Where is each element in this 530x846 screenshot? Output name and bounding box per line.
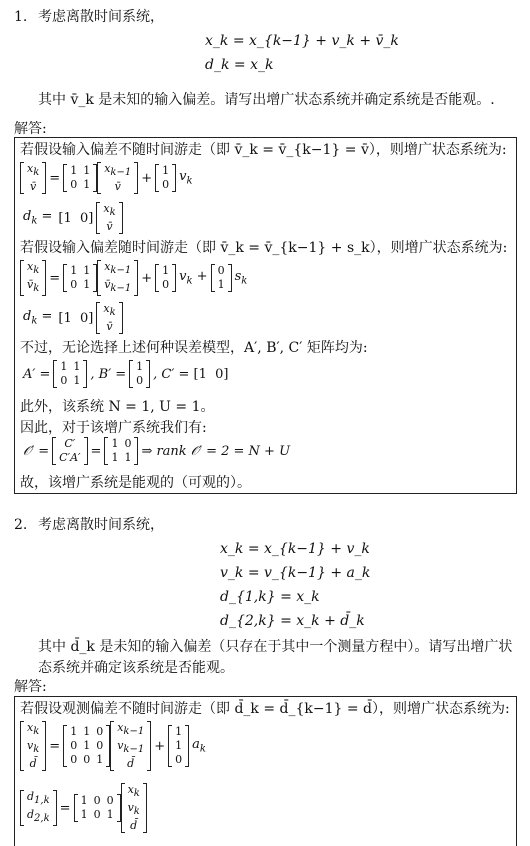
problem-1-answer-box	[14, 137, 517, 494]
problem-2-equation-1: x_k = x_{k−1} + v_k	[220, 541, 370, 557]
problem-1-question: 其中 v̄_k 是未知的输入偏差。请写出增广状态系统并确定系统是否能观。.	[38, 92, 495, 108]
problem-2-equation-3: d_{1,k} = x_k	[220, 589, 320, 605]
problem-2-equation-4: d_{2,k} = x_k + d̄_k	[220, 613, 365, 629]
problem-1-answer-label: 解答:	[14, 121, 47, 137]
case-1-intro: 若假设输入偏差不随时间游走（即 v̄_k = v̄_{k−1} = v̄），则增广状态系统为:	[20, 142, 507, 158]
problem-2-equation-2: v_k = v_{k−1} + a_k	[220, 565, 371, 581]
matrices-intro: 不过，无论选择上述何种误差模型，A′, B′, C′ 矩阵均为:	[20, 340, 368, 356]
problem-2-case-1-intro: 若假设观测偏差不随时间游走（即 d̄_k = d̄_{k−1} = d̄），则增广状态系统为:	[20, 701, 510, 717]
problem-1-equation-2: d_k = x_k	[205, 57, 274, 73]
problem-2-answer-box	[14, 696, 517, 846]
case-1-measurement-equation: $d_k = [1$ 0] $x_k$ v̄	[20, 202, 123, 234]
case-2-state-equation: $x_k$ $v̄_k$ = 1 1 0 1 $x_{k-1}$ $v̄_{k-1}$ + 1 0 $v_k$ + 0 1 $s_k$	[20, 260, 250, 296]
problem-2-measurement-equation: $d_{1,k}$ $d_{2,k}$ = 1 0 0 1 0 1 $x_k$ $v_k$ d̄	[20, 783, 147, 833]
problem-2-number: 2.	[14, 517, 28, 533]
therefore-line: 因此，对于该增广系统我们有:	[20, 420, 207, 436]
observability-matrix: 𝒪′ = C′ C′A′ = 1 0 1 1 ⇒ rank 𝒪′ = 2 = N + U	[20, 437, 293, 465]
problem-1-number: 1.	[14, 9, 28, 25]
problem-2-question-a: 其中 d̄_k 是未知的输入偏差（只存在于其中一个测量方程中）。请写出增广状	[38, 639, 513, 655]
problem-1-title: 考虑离散时间系统，	[38, 9, 164, 25]
case-1-state-equation: $x_k$ v̄ = 1 1 0 1 $x_{k-1}$ v̄ + 1 0 $v_k$	[20, 162, 196, 194]
nu-line: 此外，该系统 N = 1, U = 1。	[20, 399, 215, 415]
augmented-matrices: A′ = 1 1 0 1 , B′ = 1 0 , C′ = [1 0]	[23, 360, 229, 387]
problem-2-question-b: 态系统并确定该系统是否能观。	[38, 660, 234, 676]
problem-2-state-equation: $x_k$ $v_k$ d̄ = 1 1 0 0 1 0 0 0 1 $x_{k-1}$ $v_{k-1}$ d̄ + 1 1 0 $a_k$	[20, 721, 209, 771]
problem-1-equation-1: x_k = x_{k−1} + v_k + v̄_k	[205, 33, 399, 49]
rank-text: ⇒ rank 𝒪′ = 2 = N + U	[141, 443, 291, 459]
case-2-measurement-equation: $d_k = [1$ 0] $x_k$ v̄	[20, 302, 123, 334]
problem-2-answer-label: 解答:	[14, 679, 47, 695]
case-2-intro: 若假设输入偏差随时间游走（即 v̄_k = v̄_{k−1} + s_k），则增广状态系统为:	[20, 240, 508, 256]
conclusion-line: 故，该增广系统是能观的（可观的）。	[20, 475, 251, 491]
problem-2-title: 考虑离散时间系统，	[38, 517, 164, 533]
